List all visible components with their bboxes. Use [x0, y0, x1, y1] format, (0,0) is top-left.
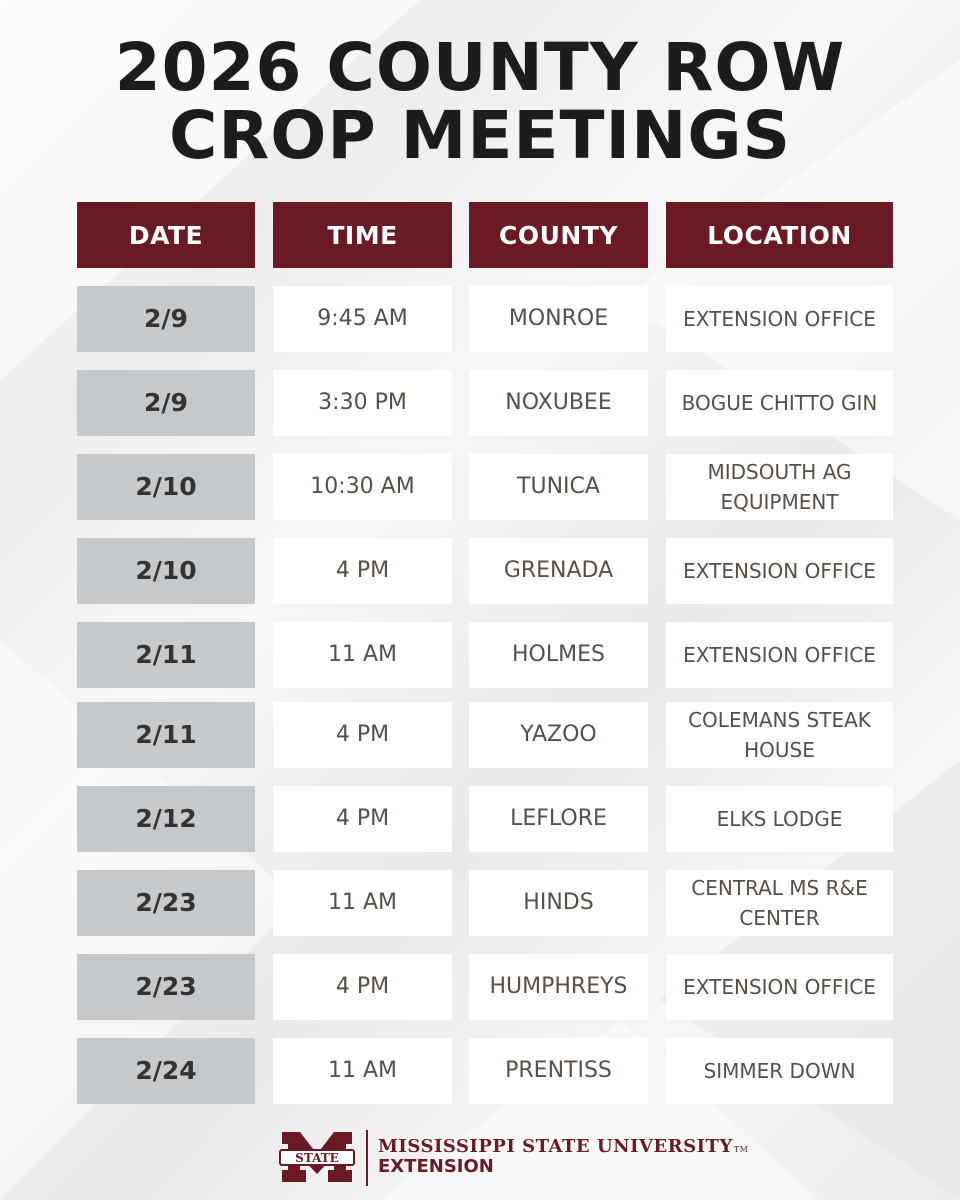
table-row — [0, 622, 960, 688]
location-cell: SIMMER DOWN — [666, 1038, 893, 1104]
header-time: TIME — [273, 202, 452, 268]
header-location: LOCATION — [666, 202, 893, 268]
location-cell: EXTENSION OFFICE — [666, 622, 893, 688]
location-cell: COLEMANS STEAK HOUSE — [666, 702, 893, 768]
table-row — [0, 538, 960, 604]
date-cell: 2/10 — [77, 538, 255, 604]
county-cell: LEFLORE — [469, 786, 648, 852]
date-cell: 2/11 — [77, 622, 255, 688]
date-cell: 2/10 — [77, 454, 255, 520]
table-row — [0, 370, 960, 436]
title-line-1: 2026 COUNTY ROW — [114, 29, 846, 106]
department-name: EXTENSION — [378, 1156, 494, 1177]
university-name — [378, 1136, 748, 1157]
date-cell: 2/23 — [77, 870, 255, 936]
county-cell: TUNICA — [469, 454, 648, 520]
date-cell: 2/9 — [77, 286, 255, 352]
date-cell: 2/24 — [77, 1038, 255, 1104]
logo-divider — [366, 1130, 368, 1186]
time-cell: 4 PM — [273, 702, 452, 768]
header-county: COUNTY — [469, 202, 648, 268]
university-text: MISSISSIPPI STATE UNIVERSITY — [378, 1136, 733, 1157]
location-cell: EXTENSION OFFICE — [666, 954, 893, 1020]
county-cell: GRENADA — [469, 538, 648, 604]
time-cell: 10:30 AM — [273, 454, 452, 520]
date-cell: 2/23 — [77, 954, 255, 1020]
table-row — [0, 286, 960, 352]
time-cell: 11 AM — [273, 1038, 452, 1104]
page-title — [0, 29, 960, 174]
county-cell: HOLMES — [469, 622, 648, 688]
location-cell: EXTENSION OFFICE — [666, 286, 893, 352]
date-cell: 2/9 — [77, 370, 255, 436]
table-row — [0, 454, 960, 520]
logo-state-text: STATE — [295, 1151, 339, 1165]
time-cell: 11 AM — [273, 870, 452, 936]
table-row — [0, 870, 960, 936]
location-cell: EXTENSION OFFICE — [666, 538, 893, 604]
time-cell: 4 PM — [273, 786, 452, 852]
date-cell: 2/12 — [77, 786, 255, 852]
county-cell: HINDS — [469, 870, 648, 936]
county-cell: PRENTISS — [469, 1038, 648, 1104]
trademark-mark: TM — [733, 1145, 749, 1154]
time-cell: 9:45 AM — [273, 286, 452, 352]
location-cell: CENTRAL MS R&E CENTER — [666, 870, 893, 936]
time-cell: 4 PM — [273, 954, 452, 1020]
header-date: DATE — [77, 202, 255, 268]
location-cell: BOGUE CHITTO GIN — [666, 370, 893, 436]
time-cell: 4 PM — [273, 538, 452, 604]
date-cell: 2/11 — [77, 702, 255, 768]
msu-m-logo-icon — [278, 1130, 356, 1184]
table-row — [0, 786, 960, 852]
table-row — [0, 1038, 960, 1104]
county-cell: HUMPHREYS — [469, 954, 648, 1020]
table-row — [0, 702, 960, 768]
footer-logo — [0, 1128, 960, 1188]
title-line-2: CROP MEETINGS — [168, 97, 792, 174]
time-cell: 3:30 PM — [273, 370, 452, 436]
location-cell: MIDSOUTH AG EQUIPMENT — [666, 454, 893, 520]
county-cell: YAZOO — [469, 702, 648, 768]
table-row — [0, 954, 960, 1020]
county-cell: MONROE — [469, 286, 648, 352]
location-cell: ELKS LODGE — [666, 786, 893, 852]
time-cell: 11 AM — [273, 622, 452, 688]
county-cell: NOXUBEE — [469, 370, 648, 436]
